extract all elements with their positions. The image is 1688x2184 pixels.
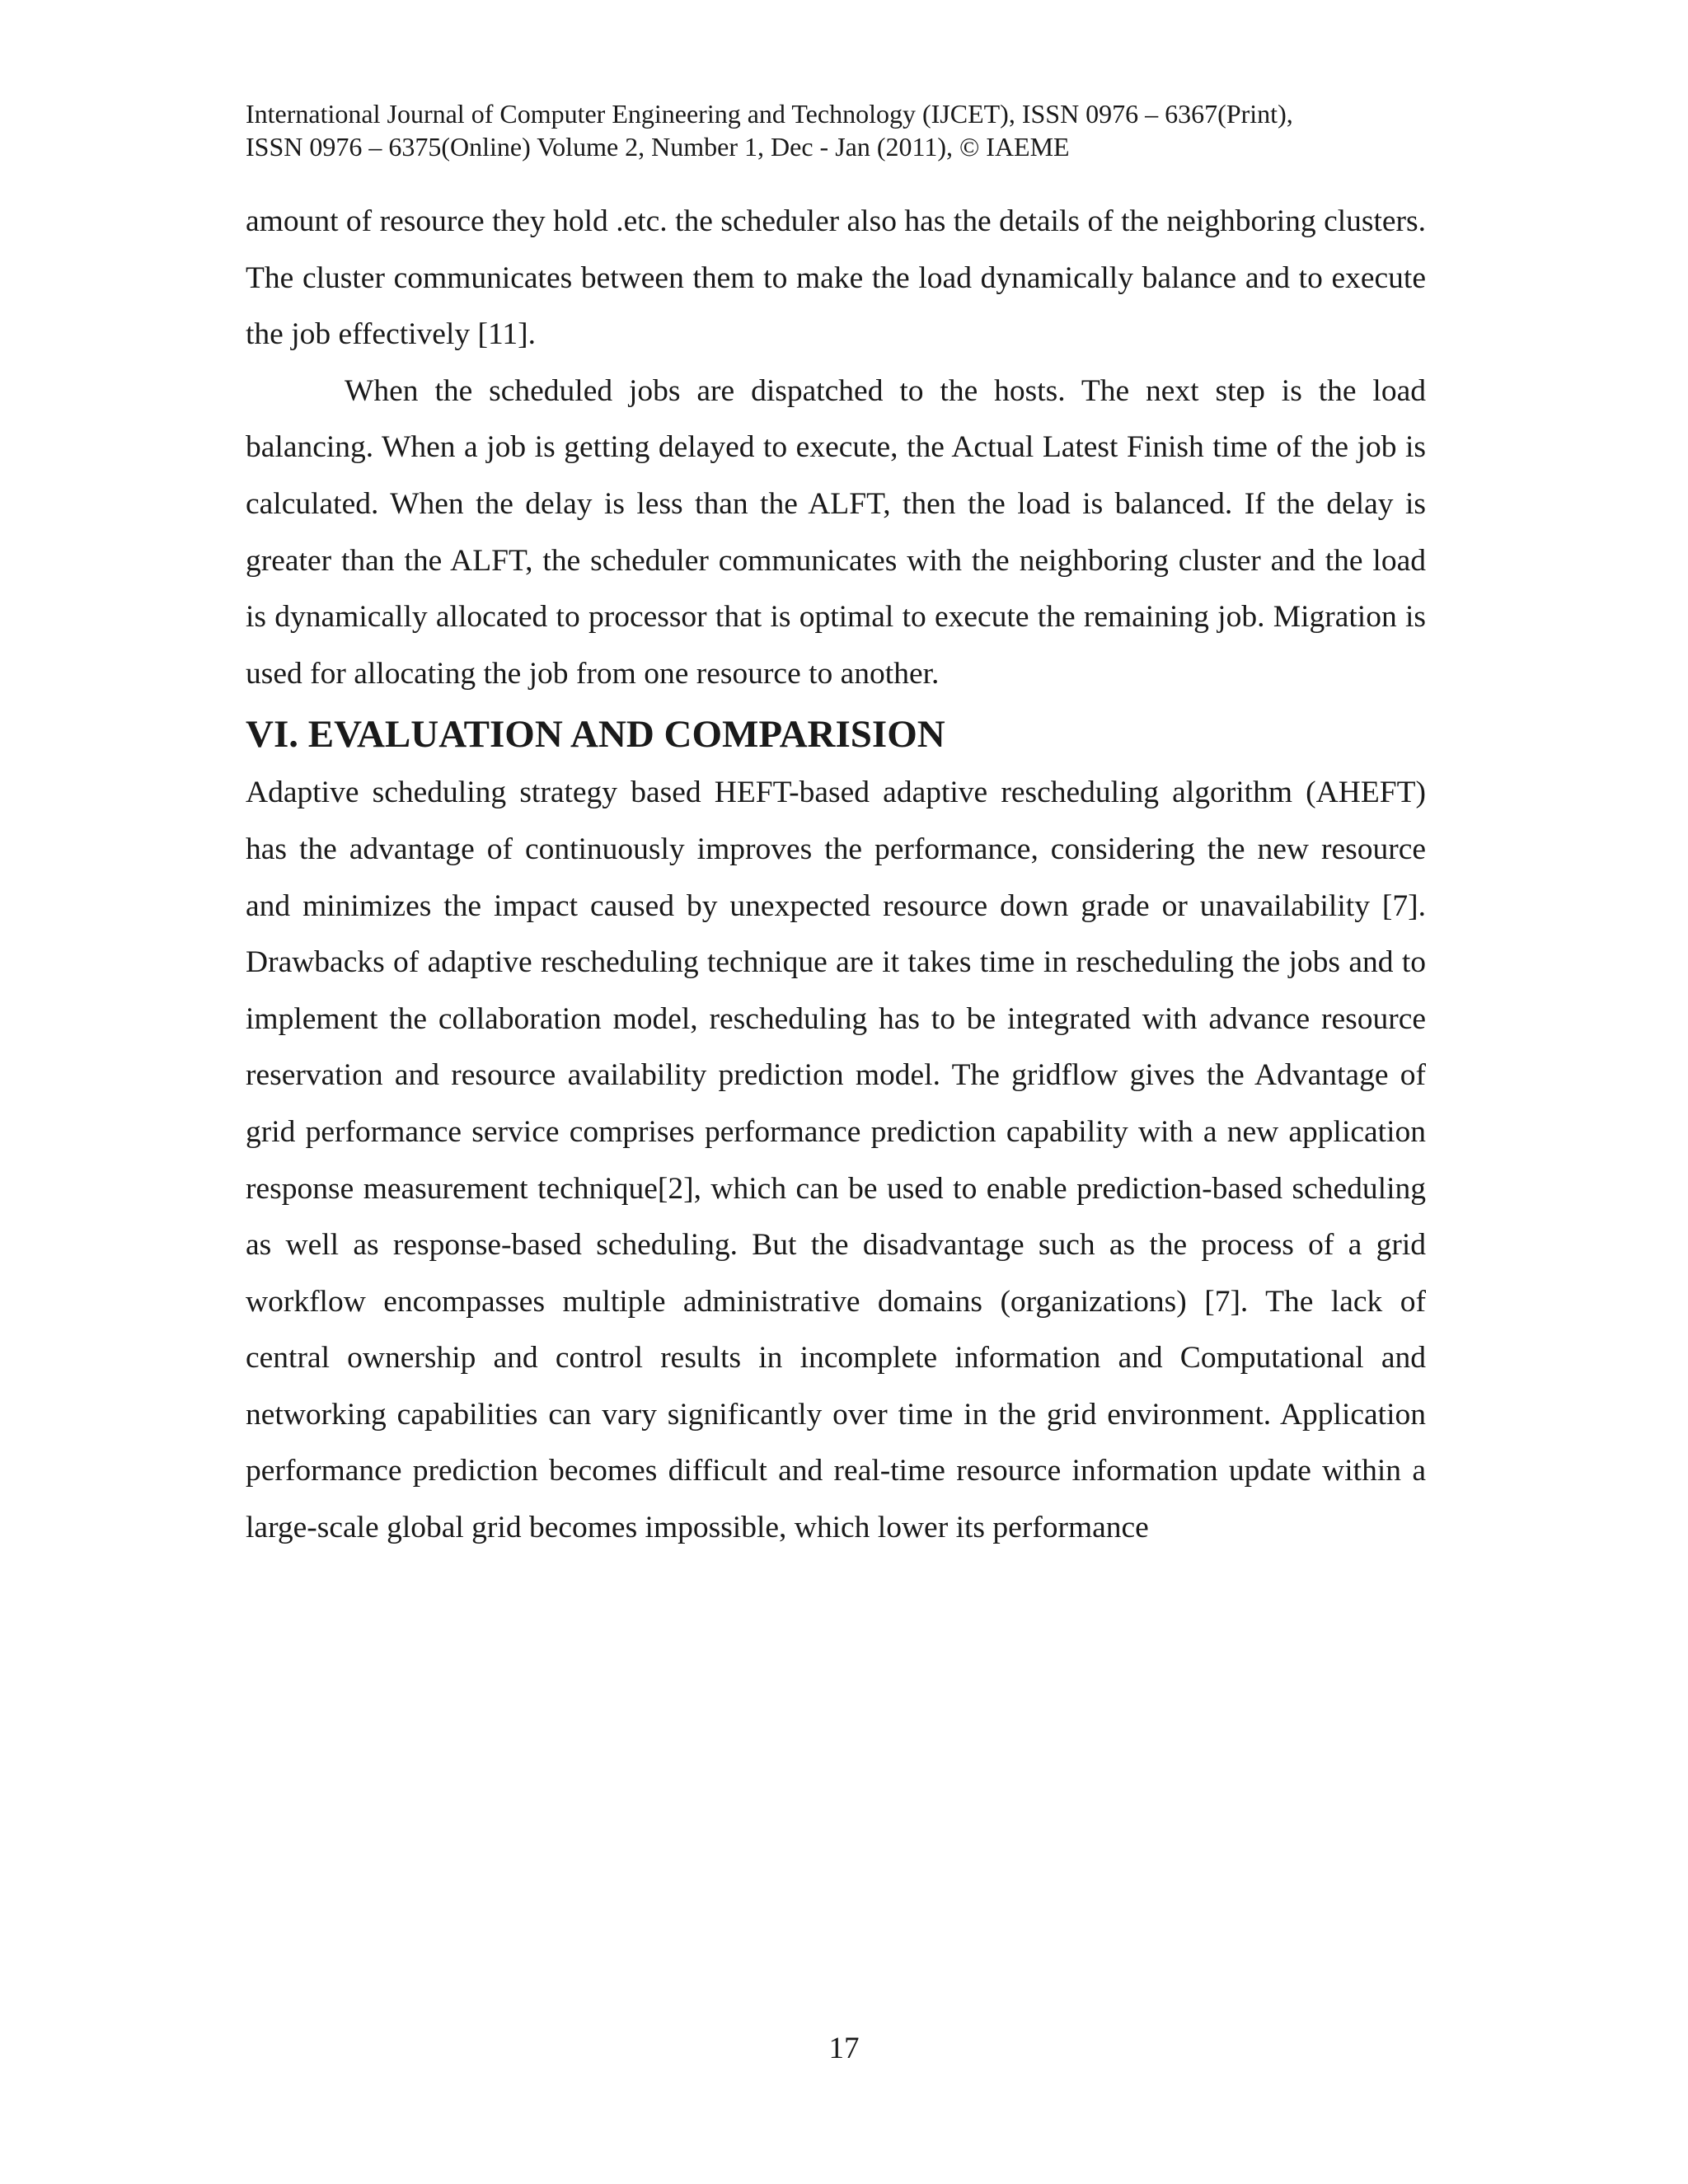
paragraph-evaluation: Adaptive scheduling strategy based HEFT-based adaptive rescheduling algorithm (AHEFT) has the advantage of continuously improves the performance, considering the new resource and minimizes the impact caused by unexpected resource down grade or unavailability [7]. Drawbacks of adaptive rescheduling technique are it takes time in rescheduling the jobs and to implement the collaboration model, rescheduling has to be integrated with advance resource reservation and resource availability prediction model. The gridflow gives the Advantage of grid performance service comprises performance prediction capability with a new application response measurement technique[2], which can be used to enable prediction-based scheduling as well as response-based scheduling. But the disadvantage such as the process of a grid workflow encompasses multiple administrative domains (organizations) [7]. The lack of central ownership and control results in incomplete information and Computational and networking capabilities can vary significantly over time in the grid environment. Application performance prediction becomes difficult and real-time resource information update within a large-scale global grid becomes impossible, which lower its performance <box>246 776 1426 1545</box>
page-number: 17 <box>828 2032 860 2065</box>
header-line-2: ISSN 0976 – 6375(Online) Volume 2, Number 1, Dec - Jan (2011), © IAEME <box>246 132 1070 162</box>
running-header <box>246 97 1449 163</box>
body-text <box>246 194 1426 1557</box>
section-heading: VI. EVALUATION AND COMPARISION <box>246 713 945 757</box>
paragraph-load-balancing: When the scheduled jobs are dispatched to the hosts. The next step is the load balancing. When a job is getting delayed to execute, the Actual Latest Finish time of the job is calculated. When the delay is less than the ALFT, then the load is balanced. If the delay is greater than the ALFT, the scheduler communicates with the neighboring cluster and the load is dynamically allocated to processor that is optimal to execute the remaining job. Migration is used for allocating the job from one resource to another. <box>246 373 1426 691</box>
paragraph-continuation: amount of resource they hold .etc. the scheduler also has the details of the neighboring clusters. The cluster communicates between them to make the load dynamically balance and to execute the job effectively [11]. <box>246 204 1426 352</box>
header-line-1: International Journal of Computer Engineering and Technology (IJCET), ISSN 0976 – 6367(Print), <box>246 99 1293 129</box>
